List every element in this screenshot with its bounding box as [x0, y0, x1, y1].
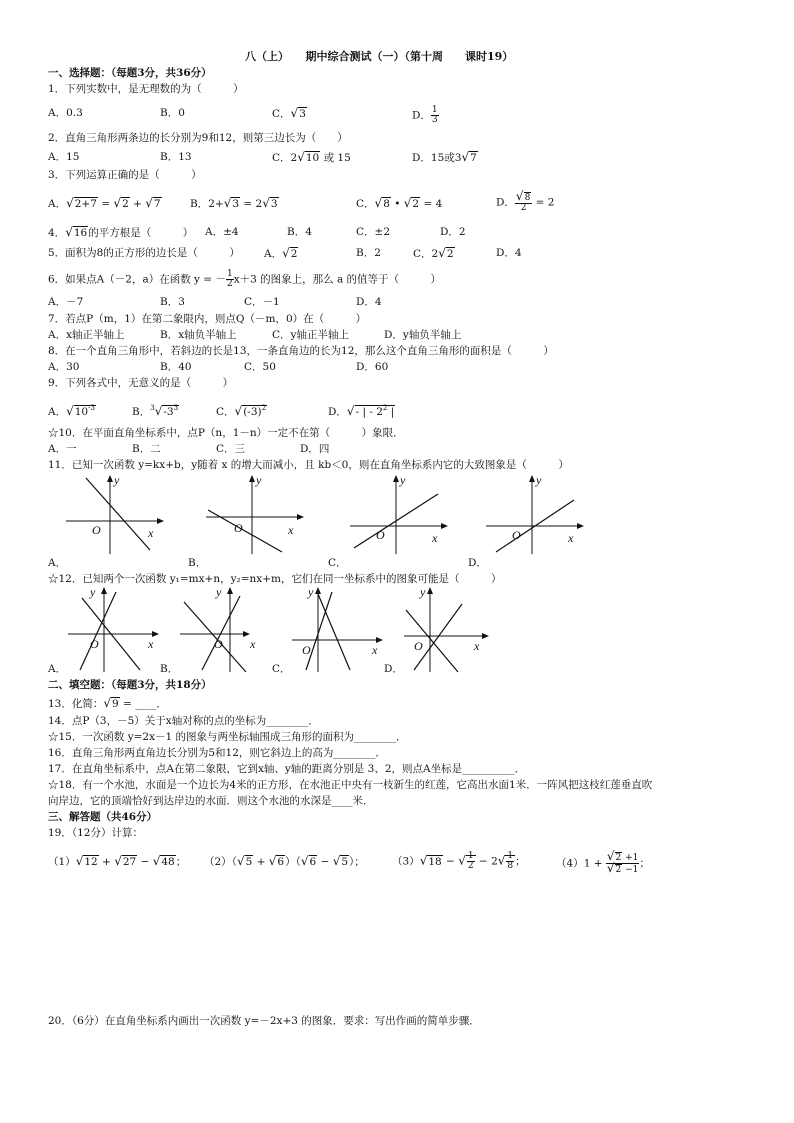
question-20: 20．（6分）在直角坐标系内画出一次函数 y=－2x+3 的图象．要求：写出作画的简单步骤．: [48, 1015, 480, 1027]
q12-graph-d: [400, 584, 500, 674]
q11b-origin-label: O: [234, 521, 243, 535]
q11c-y-label: y: [400, 473, 406, 487]
q11-graph-b: [202, 472, 308, 556]
question-8: 8．在一个直角三角形中，若斜边的长是13，一条直角边的长为12，那么这个直角三角形的面积是（ ）: [48, 345, 554, 357]
q12-label-a: A．: [48, 663, 67, 675]
q12a-x-label: x: [148, 637, 154, 651]
q1-option-a: A．0.3: [48, 107, 83, 119]
question-3: 3．下列运算正确的是（ ）: [48, 169, 202, 181]
q8-option-b: B．40: [160, 361, 192, 373]
q6-option-d: D．4: [356, 296, 382, 308]
q11a-x-label: x: [148, 526, 154, 540]
q12c-origin-label: O: [302, 643, 311, 657]
q12d-y-label: y: [420, 585, 426, 599]
question-19: 19．（12分）计算：: [48, 827, 143, 839]
q12b-origin-label: O: [214, 637, 223, 651]
q11a-y-label: y: [114, 473, 120, 487]
question-2: 2．直角三角形两条边的长分别为9和12，则第三边长为（ ）: [48, 132, 348, 144]
q3-option-d: D． $\frac{√8}{2}$ = 2: [496, 189, 555, 213]
q12-label-c: C．: [272, 663, 291, 675]
q12d-x-label: x: [474, 639, 480, 653]
q9-option-b: B．$^3√-3^3$: [132, 404, 179, 418]
question-16: 16．直角三角形两直角边长分别为5和12，则它斜边上的高为________．: [48, 747, 386, 759]
q5-option-d: D．4: [496, 247, 522, 259]
question-17: 17．在直角坐标系中，点A在第二象限，它到x轴、y轴的距离分别是 3、2，则点A坐标是__________．: [48, 763, 526, 775]
q8-option-d: D．60: [356, 361, 389, 373]
q11-graph-c: [346, 472, 452, 556]
question-13: 13．化简：√9 = ____．: [48, 696, 167, 710]
q5-option-b: B．2: [356, 247, 381, 259]
q4-option-d: D．2: [440, 226, 466, 238]
question-18-line2: 向岸边，它的顶端恰好到达岸边的水面．则这个水池的水深是____米．: [48, 795, 374, 807]
q12d-origin-label: O: [414, 639, 423, 653]
q2-option-a: A．15: [48, 151, 80, 163]
q12-graph-c: [288, 584, 388, 674]
q1-option-c: C．√3: [272, 106, 306, 120]
q12c-x-label: x: [372, 643, 378, 657]
q11d-origin-label: O: [512, 528, 521, 542]
question-10: ☆10．在平面直角坐标系中，点P（n，1－n）一定不在第（ ）象限．: [48, 427, 404, 439]
q11b-x-label: x: [288, 523, 294, 537]
q7-option-b: B．x轴负半轴上: [160, 329, 237, 341]
q7-option-c: C．y轴正半轴上: [272, 329, 349, 341]
q3-option-a: A．√2+7 = √2 + √7: [48, 196, 161, 210]
page-title: 八（上） 期中综合测试（一）（第十周 课时19）: [245, 50, 514, 63]
q11d-y-label: y: [536, 473, 542, 487]
question-14: 14．点P（3，－5）关于x轴对称的点的坐标为________．: [48, 715, 319, 727]
q2-option-d: D．15或3√7: [412, 150, 477, 164]
q11a-origin-label: O: [92, 523, 101, 537]
q12-label-d: D．: [384, 663, 403, 675]
q4-option-b: B．4: [287, 226, 312, 238]
q7-option-d: D．y轴负半轴上: [384, 329, 462, 341]
q6-option-b: B．3: [160, 296, 185, 308]
question-15: ☆15．一次函数 y=2x－1 的图象与两坐标轴围成三角形的面积为________．: [48, 731, 407, 743]
section-heading-solve: 三、解答题（共46分）: [48, 811, 158, 823]
q11-graph-d: [482, 472, 588, 556]
q3-option-c: C．√8 • √2 = 4: [356, 196, 443, 210]
q10-option-c: C．三: [216, 443, 246, 455]
q19-part-3: （3）√18 − √ $\frac{1}{2}$ − 2√ $\frac{1}{8}$ ；: [392, 851, 526, 871]
q11b-y-label: y: [256, 473, 262, 487]
q12-label-b: B．: [160, 663, 179, 675]
question-5: 5．面积为8的正方形的边长是（ ）: [48, 247, 240, 259]
q11-label-c: C．: [328, 557, 347, 569]
q19-part-2: （2）（√5 + √6）（√6 − √5）；: [204, 854, 365, 868]
q9-option-c: C．$√(-3)^2$: [216, 404, 267, 418]
q1-option-d: D． $\frac{1}{3}$: [412, 105, 438, 125]
q11-graph-a: [62, 472, 168, 556]
question-18-line1: ☆18．有一个水池，水面是一个边长为4米的正方形，在水池正中央有一枝新生的红莲，它高出水面1米．一阵风把这枝红莲垂直吹: [48, 779, 653, 791]
q6-option-c: C．－1: [244, 296, 280, 308]
q19-part-4: （4）1 + $\frac{√2 +1}{√2 -1}$ ；: [556, 849, 650, 875]
q11c-origin-label: O: [376, 528, 385, 542]
q12b-x-label: x: [250, 637, 256, 651]
section-heading-choice: 一、选择题：（每题3分，共36分）: [48, 67, 212, 79]
question-1: 1．下列实数中，是无理数的为（ ）: [48, 83, 244, 95]
question-4: 4．√16的平方根是（ ）: [48, 225, 194, 239]
question-9: 9．下列各式中，无意义的是（ ）: [48, 377, 234, 389]
q11-label-b: B．: [188, 557, 207, 569]
question-12: ☆12．已知两个一次函数 y₁=mx+n，y₂=nx+m，它们在同一坐标系中的图象可能是（ ）: [48, 573, 502, 585]
q4-option-a: A．±4: [205, 226, 239, 238]
q11-label-d: D．: [468, 557, 487, 569]
q12c-y-label: y: [308, 585, 314, 599]
question-7: 7．若点P（m，1）在第二象限内，则点Q（－m，0）在（ ）: [48, 313, 367, 325]
q5-option-a: A．√2: [264, 246, 298, 260]
q4-option-c: C．±2: [356, 226, 391, 238]
q5-option-c: C．2√2: [413, 246, 454, 260]
q10-option-b: B．二: [132, 443, 161, 455]
q2-option-b: B．13: [160, 151, 192, 163]
q12b-y-label: y: [216, 585, 222, 599]
q8-option-a: A．30: [48, 361, 80, 373]
q8-option-c: C．50: [244, 361, 276, 373]
q2-option-c: C．2√10 或 15: [272, 150, 351, 164]
q11d-x-label: x: [568, 531, 574, 545]
q9-option-a: A．$√10^{-3}$: [48, 404, 95, 418]
section-heading-fill: 二、填空题：（每题3分，共18分）: [48, 679, 212, 691]
q6-option-a: A．－7: [48, 296, 84, 308]
q11c-x-label: x: [432, 531, 438, 545]
q12a-y-label: y: [90, 585, 96, 599]
q12-graph-b: [176, 584, 276, 674]
q12-graph-a: [64, 584, 164, 674]
q9-option-d: D．√- | - $2^2$ |: [328, 404, 395, 418]
q1-option-b: B．0: [160, 107, 185, 119]
q11-label-a: A．: [48, 557, 67, 569]
q12a-origin-label: O: [90, 637, 99, 651]
q7-option-a: A．x轴正半轴上: [48, 329, 125, 341]
question-6: 6．如果点A（－2，a）在函数 y = － $\frac{1}{2}$ x＋3 的图象上，那么 a 的值等于（ ）: [48, 269, 442, 289]
question-11: 11．已知一次函数 y=kx+b，y随着 x 的增大而减小，且 kb＜0，则在直角坐标系内它的大致图象是（ ）: [48, 459, 569, 471]
q10-option-d: D．四: [300, 443, 330, 455]
q19-part-1: （1）√12 + √27 − √48；: [48, 854, 187, 868]
q10-option-a: A．一: [48, 443, 77, 455]
q3-option-b: B．2+√3 = 2√3: [190, 196, 278, 210]
